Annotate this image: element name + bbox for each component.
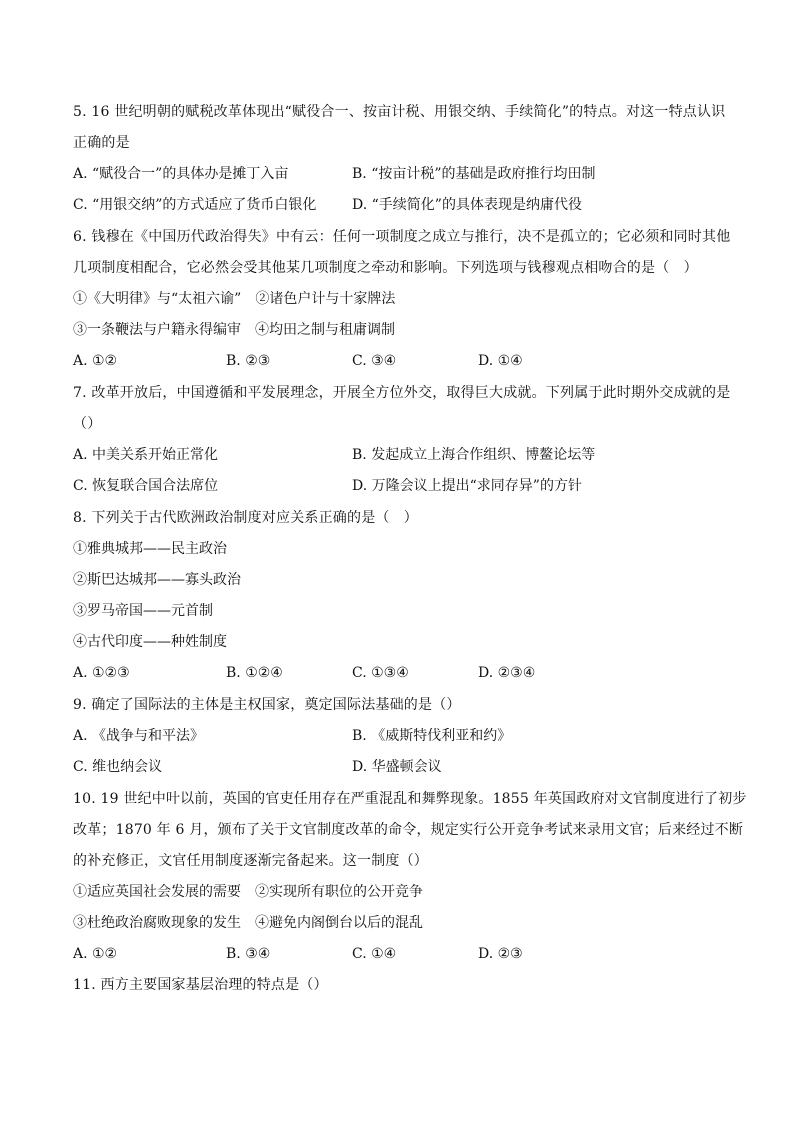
question-7-option-b: B. 发起成立上海合作组织、博鳌论坛等 bbox=[352, 447, 596, 463]
question-11-stem: 11. 西方主要国家基层治理的特点是（） bbox=[73, 977, 328, 993]
question-6-stem-line-2: 几项制度相配合，它必然会受其他某几项制度之牵动和影响。下列选项与钱穆观点相吻合的是（ ） bbox=[73, 260, 698, 276]
question-8-sub-line-3: ③罗马帝国——元首制 bbox=[73, 603, 213, 619]
question-5-option-d: D. “手续简化”的具体表现是纳庸代役 bbox=[352, 197, 582, 213]
question-5-option-c: C. “用银交纳”的方式适应了货币白银化 bbox=[73, 197, 317, 213]
question-10-option-d: D. ②③ bbox=[478, 946, 523, 962]
question-9-stem: 9. 确定了国际法的主体是主权国家，奠定国际法基础的是（） bbox=[73, 697, 461, 713]
question-5-stem-line-2: 正确的是 bbox=[73, 135, 130, 151]
question-9-option-d: D. 华盛顿会议 bbox=[352, 759, 442, 775]
question-7-stem-line-1: 7. 改革开放后，中国遵循和平发展理念，开展全方位外交，取得巨大成就。下列属于此时期外交成就的是 bbox=[73, 385, 731, 401]
question-8-option-d: D. ②③④ bbox=[478, 665, 536, 681]
question-9-option-a: A. 《战争与和平法》 bbox=[73, 728, 205, 744]
question-10-sub-line-2: ③杜绝政治腐败现象的发生 ④避免内阁倒台以后的混乱 bbox=[73, 915, 423, 931]
question-7-option-d: D. 万隆会议上提出“求同存异”的方针 bbox=[352, 478, 582, 494]
question-6-option-a: A. ①② bbox=[73, 353, 118, 369]
question-6-sub-line-1: ①《大明律》与“太祖六谕” ②诸色户计与十家牌法 bbox=[73, 291, 396, 307]
question-6-option-c: C. ③④ bbox=[352, 353, 397, 369]
question-5-stem-line-1: 5. 16 世纪明朝的赋税改革体现出“赋役合一、按亩计税、用银交纳、手续简化”的特点。对这一特点认识 bbox=[73, 104, 726, 120]
question-10-option-c: C. ①④ bbox=[352, 946, 397, 962]
question-8-option-b: B. ①②④ bbox=[226, 665, 283, 681]
question-7-option-a: A. 中美关系开始正常化 bbox=[73, 447, 219, 463]
question-6-option-d: D. ①④ bbox=[478, 353, 523, 369]
question-8-sub-line-4: ④古代印度——种姓制度 bbox=[73, 634, 227, 650]
question-5-option-b: B. “按亩计税”的基础是政府推行均田制 bbox=[352, 166, 596, 182]
question-8-stem: 8. 下列关于古代欧洲政治制度对应关系正确的是（ ） bbox=[73, 510, 419, 526]
question-6-sub-line-2: ③一条鞭法与户籍永得编审 ④均田之制与租庸调制 bbox=[73, 322, 395, 338]
question-9-option-c: C. 维也纳会议 bbox=[73, 759, 163, 775]
question-10-option-a: A. ①② bbox=[73, 946, 118, 962]
question-10-stem-line-1: 10. 19 世纪中叶以前，英国的官吏任用存在严重混乱和舞弊现象。1855 年英国政府对文官制度进行了初步 bbox=[73, 791, 747, 807]
question-10-option-b: B. ③④ bbox=[226, 946, 271, 962]
question-10-stem-line-3: 的补充修正，文官任用制度逐渐完备起来。这一制度（） bbox=[73, 853, 428, 869]
question-8-sub-line-1: ①雅典城邦——民主政治 bbox=[73, 541, 227, 557]
question-7-option-c: C. 恢复联合国合法席位 bbox=[73, 478, 219, 494]
question-8-sub-line-2: ②斯巴达城邦——寡头政治 bbox=[73, 572, 241, 588]
question-9-option-b: B. 《威斯特伐利亚和约》 bbox=[352, 728, 512, 744]
question-6-option-b: B. ②③ bbox=[226, 353, 271, 369]
question-5-option-a: A. “赋役合一”的具体办是摊丁入亩 bbox=[73, 166, 289, 182]
question-10-stem-line-2: 改革；1870 年 6 月，颁布了关于文官制度改革的命令，规定实行公开竞争考试来录用文官；后来经过不断 bbox=[73, 822, 744, 838]
question-10-sub-line-1: ①适应英国社会发展的需要 ②实现所有职位的公开竞争 bbox=[73, 884, 423, 900]
question-7-stem-line-2: （） bbox=[73, 416, 102, 432]
question-8-option-a: A. ①②③ bbox=[73, 665, 130, 681]
question-6-stem-line-1: 6. 钱穆在《中国历代政治得失》中有云：任何一项制度之成立与推行，决不是孤立的；它必须和同时其他 bbox=[73, 229, 731, 245]
question-8-option-c: C. ①③④ bbox=[352, 665, 409, 681]
